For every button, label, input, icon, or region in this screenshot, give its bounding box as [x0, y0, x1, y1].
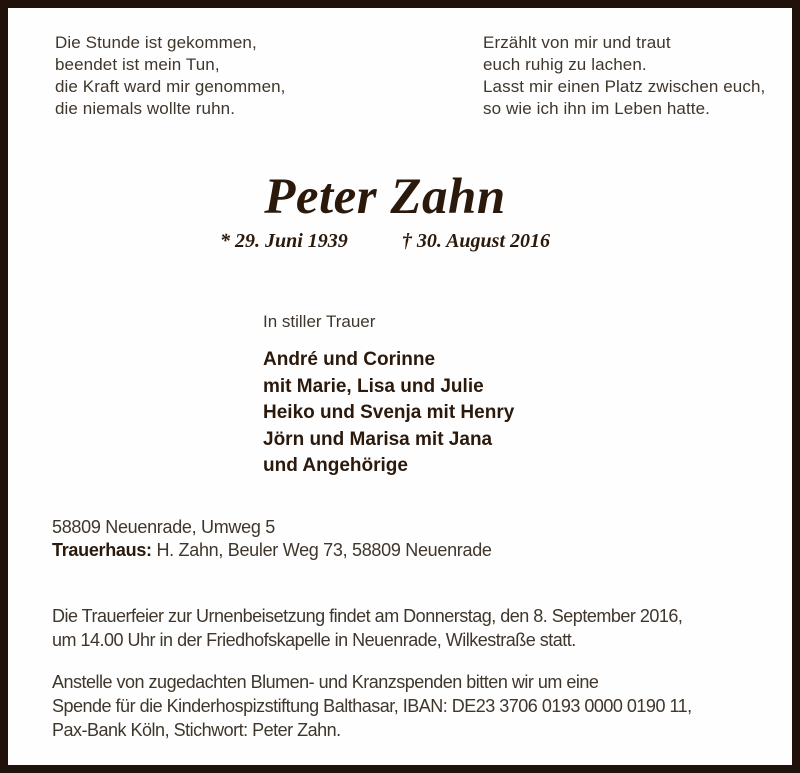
- mourners-list: [263, 347, 514, 480]
- poem-left-line: Die Stunde ist gekommen,: [55, 33, 257, 52]
- poem-right-line: Lasst mir einen Platz zwischen euch,: [483, 77, 766, 96]
- poem-right-line: so wie ich ihn im Leben hatte.: [483, 99, 710, 118]
- deceased-name: Peter Zahn: [264, 169, 506, 225]
- donation-notice-line: Spende für die Kinderhospizstiftung Balthasar, IBAN: DE23 3706 0193 0000 0190 11,: [52, 696, 692, 716]
- poem-left-line: beendet ist mein Tun,: [55, 55, 220, 74]
- poem-left-line: die niemals wollte ruhn.: [55, 99, 236, 118]
- mourner-line: mit Marie, Lisa und Julie: [263, 375, 484, 397]
- poem-left-line: die Kraft ward mir genommen,: [55, 77, 286, 96]
- life-dates: [8, 230, 762, 253]
- poem-right-line: euch ruhig zu lachen.: [483, 55, 647, 74]
- funeral-home-line: [52, 539, 492, 562]
- death-date: † 30. August 2016: [401, 230, 550, 252]
- mourning-intro: In stiller Trauer: [263, 312, 376, 331]
- poem-right-line: Erzählt von mir und traut: [483, 33, 671, 52]
- funeral-notice-line: Die Trauerfeier zur Urnenbeisetzung findet am Donnerstag, den 8. September 2016,: [52, 606, 683, 626]
- donation-notice: [52, 670, 692, 742]
- mourner-line: André und Corinne: [263, 349, 436, 370]
- mourner-line: Heiko und Svenja mit Henry: [263, 402, 515, 423]
- mourner-line: Jörn und Marisa mit Jana: [263, 428, 493, 450]
- donation-notice-line: Anstelle von zugedachten Blumen- und Kranzspenden bitten wir um eine: [52, 672, 599, 692]
- donation-notice-line: Pax-Bank Köln, Stichwort: Peter Zahn.: [52, 720, 341, 740]
- home-address-line: 58809 Neuenrade, Umweg 5: [52, 517, 275, 537]
- address-block: [52, 516, 492, 562]
- poem-left: [55, 32, 286, 120]
- mourner-line: und Angehörige: [263, 455, 408, 476]
- funeral-home-label: Trauerhaus:: [52, 540, 152, 560]
- birth-date: * 29. Juni 1939: [220, 230, 348, 252]
- poem-right: [483, 32, 765, 120]
- funeral-home-details: H. Zahn, Beuler Weg 73, 58809 Neuenrade: [156, 540, 492, 560]
- funeral-notice-line: um 14.00 Uhr in der Friedhofskapelle in Neuenrade, Wilkestraße statt.: [52, 630, 576, 650]
- funeral-notice: [52, 604, 682, 652]
- mourning-block: [263, 311, 514, 480]
